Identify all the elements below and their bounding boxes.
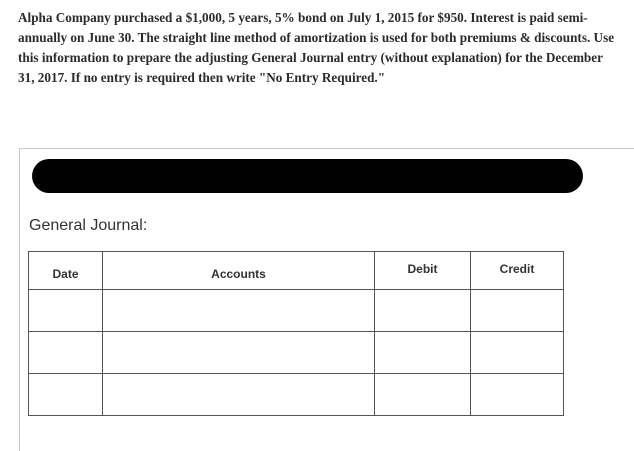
debit-cell[interactable] xyxy=(375,290,471,332)
debit-cell[interactable] xyxy=(375,374,471,416)
redacted-bar xyxy=(32,159,583,193)
credit-cell[interactable] xyxy=(471,290,564,332)
journal-row xyxy=(29,332,564,374)
column-header-debit: Debit xyxy=(375,252,471,290)
question-text: Alpha Company purchased a $1,000, 5 years, 5% bond on July 1, 2015 for $950. Interest is paid semi-annually on June 30. The straight line method of amortization is used for both premiums & discounts. Use this information to prepare the adjusting General Journal entry (without explanation) for the December 31, 2017. If no entry is required then write "No Entry Required." xyxy=(18,10,615,85)
date-cell[interactable] xyxy=(29,374,103,416)
column-header-accounts: Accounts xyxy=(103,252,375,290)
column-header-credit: Credit xyxy=(471,252,564,290)
accounts-cell[interactable] xyxy=(103,290,375,332)
accounts-cell[interactable] xyxy=(103,332,375,374)
general-journal-title: General Journal: xyxy=(29,217,148,234)
journal-header-row xyxy=(29,252,564,290)
journal-row xyxy=(29,374,564,416)
date-cell[interactable] xyxy=(29,290,103,332)
credit-cell[interactable] xyxy=(471,374,564,416)
column-header-date: Date xyxy=(29,252,103,290)
debit-cell[interactable] xyxy=(375,332,471,374)
accounts-cell[interactable] xyxy=(103,374,375,416)
general-journal-table xyxy=(28,251,564,416)
journal-row xyxy=(29,290,564,332)
date-cell[interactable] xyxy=(29,332,103,374)
credit-cell[interactable] xyxy=(471,332,564,374)
answer-panel xyxy=(19,148,634,451)
